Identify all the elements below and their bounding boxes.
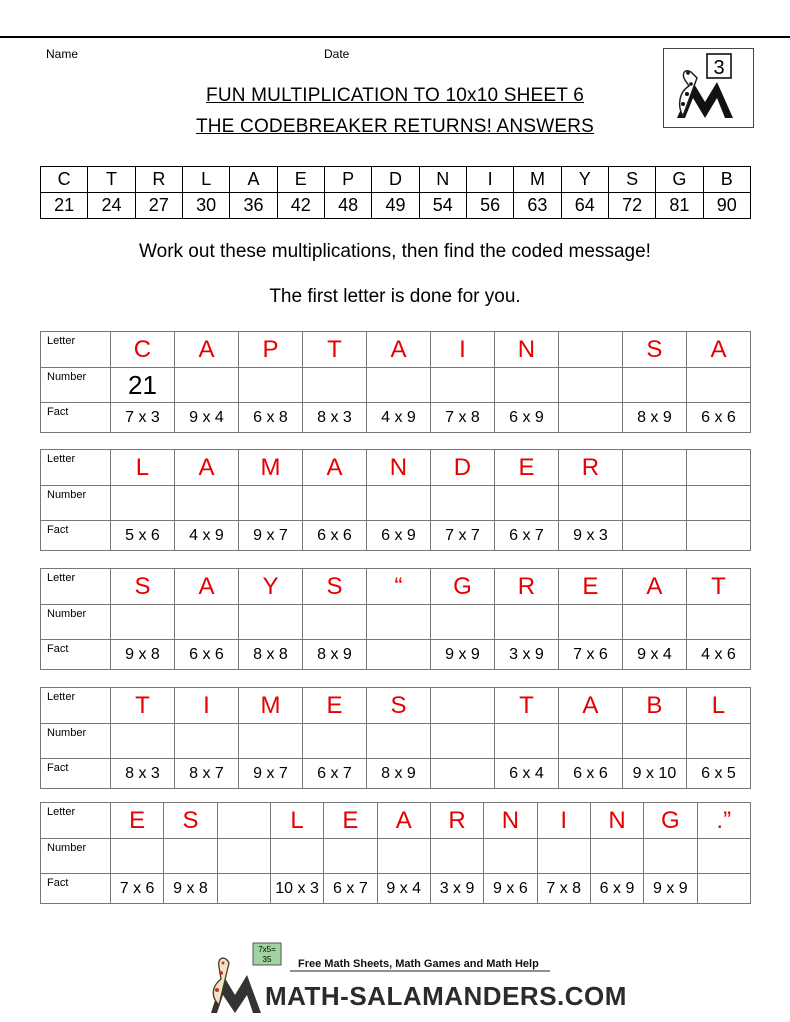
letter-row <box>41 332 751 368</box>
answer-letter-cell: A <box>174 332 238 368</box>
date-label: Date <box>324 47 350 61</box>
fact-cell <box>697 874 750 904</box>
answer-letter-cell: N <box>484 803 537 839</box>
code-key-letter: G <box>656 167 703 193</box>
answer-letter-cell: A <box>302 450 366 486</box>
fact-cell: 6 x 6 <box>302 521 366 551</box>
fact-row <box>41 521 751 551</box>
fact-cell: 6 x 8 <box>238 403 302 433</box>
number-answer-cell[interactable] <box>302 368 366 403</box>
code-key-numbers-row <box>41 193 751 219</box>
letter-row <box>41 688 751 724</box>
number-answer-cell[interactable] <box>494 486 558 521</box>
number-answer-cell[interactable] <box>622 724 686 759</box>
fact-row <box>41 759 751 789</box>
code-key-letter: S <box>608 167 655 193</box>
fact-cell: 6 x 5 <box>686 759 750 789</box>
answer-letter-cell: N <box>494 332 558 368</box>
fact-cell: 8 x 9 <box>622 403 686 433</box>
fact-cell: 4 x 9 <box>174 521 238 551</box>
row-label-number: Number <box>41 724 111 759</box>
fact-cell: 6 x 4 <box>494 759 558 789</box>
fact-cell <box>686 521 750 551</box>
number-answer-cell[interactable] <box>686 486 750 521</box>
code-key-letter: N <box>419 167 466 193</box>
number-answer-cell[interactable] <box>430 486 494 521</box>
fact-cell <box>622 521 686 551</box>
answer-letter-cell: E <box>558 569 622 605</box>
number-answer-cell[interactable] <box>238 368 302 403</box>
answer-letter-cell: C <box>110 332 174 368</box>
number-answer-cell[interactable] <box>430 368 494 403</box>
sign-text-2: 35 <box>262 955 272 964</box>
row-label-number: Number <box>41 605 111 640</box>
answer-letter-cell <box>622 450 686 486</box>
number-answer-cell[interactable] <box>494 724 558 759</box>
puzzle-grid <box>40 449 751 551</box>
number-answer-cell[interactable] <box>494 368 558 403</box>
row-label-letter: Letter <box>41 332 111 368</box>
number-answer-cell[interactable] <box>110 724 174 759</box>
number-answer-cell[interactable] <box>590 839 643 874</box>
answer-letter-cell: E <box>494 450 558 486</box>
puzzle-grid <box>40 802 751 904</box>
number-answer-cell[interactable] <box>270 839 323 874</box>
footer-site-name: MATH-SALAMANDERS.COM <box>265 981 627 1011</box>
number-answer-cell[interactable] <box>110 839 163 874</box>
fact-cell: 6 x 9 <box>366 521 430 551</box>
number-answer-cell[interactable] <box>238 605 302 640</box>
answer-letter-cell: I <box>174 688 238 724</box>
fact-cell: 7 x 3 <box>110 403 174 433</box>
puzzle-grid <box>40 568 751 670</box>
number-answer-cell[interactable] <box>366 486 430 521</box>
number-answer-cell[interactable] <box>377 839 430 874</box>
fact-cell <box>217 874 270 904</box>
sign-text-1: 7x5= <box>258 945 276 954</box>
fact-cell: 6 x 9 <box>494 403 558 433</box>
answer-letter-cell: G <box>430 569 494 605</box>
number-answer-cell[interactable] <box>174 605 238 640</box>
number-answer-cell[interactable] <box>366 724 430 759</box>
row-label-fact: Fact <box>41 874 111 904</box>
puzzle-grid <box>40 331 751 433</box>
number-answer-cell[interactable] <box>686 368 750 403</box>
number-row <box>41 368 751 403</box>
fact-row <box>41 640 751 670</box>
number-answer-cell[interactable] <box>622 486 686 521</box>
row-label-number: Number <box>41 839 111 874</box>
fact-cell: 8 x 3 <box>302 403 366 433</box>
code-key-number: 42 <box>277 193 324 219</box>
answer-letter-cell: I <box>430 332 494 368</box>
top-rule <box>0 36 790 38</box>
instructions-hint: The first letter is done for you. <box>269 286 521 307</box>
answer-letter-cell: T <box>494 688 558 724</box>
fact-cell <box>366 640 430 670</box>
letter-row <box>41 450 751 486</box>
fact-cell <box>558 403 622 433</box>
number-answer-cell[interactable] <box>484 839 537 874</box>
answer-letter-cell <box>558 332 622 368</box>
fact-cell: 4 x 9 <box>366 403 430 433</box>
answer-letter-cell: E <box>302 688 366 724</box>
fact-cell: 9 x 4 <box>622 640 686 670</box>
row-label-fact: Fact <box>41 521 111 551</box>
answer-letter-cell: N <box>366 450 430 486</box>
answer-letter-cell <box>686 450 750 486</box>
answer-letter-cell: L <box>686 688 750 724</box>
number-answer-cell[interactable] <box>686 724 750 759</box>
number-answer-cell[interactable]: 21 <box>110 368 174 403</box>
number-answer-cell[interactable] <box>302 486 366 521</box>
code-key-number: 49 <box>372 193 419 219</box>
number-answer-cell[interactable] <box>622 605 686 640</box>
page-title: FUN MULTIPLICATION TO 10x10 SHEET 6 <box>206 85 584 106</box>
code-key-number: 81 <box>656 193 703 219</box>
number-answer-cell[interactable] <box>558 486 622 521</box>
number-row <box>41 605 751 640</box>
fact-cell: 3 x 9 <box>430 874 483 904</box>
fact-cell: 7 x 7 <box>430 521 494 551</box>
fact-cell: 4 x 6 <box>686 640 750 670</box>
code-key-letter: R <box>135 167 182 193</box>
number-answer-cell[interactable] <box>366 605 430 640</box>
number-answer-cell[interactable] <box>558 724 622 759</box>
fact-cell: 9 x 6 <box>484 874 537 904</box>
answer-letter-cell: R <box>494 569 558 605</box>
answer-letter-cell: S <box>110 569 174 605</box>
number-answer-cell[interactable] <box>430 605 494 640</box>
level-badge: 3 <box>713 57 725 79</box>
answer-letter-cell: N <box>590 803 643 839</box>
answer-letter-cell: G <box>644 803 697 839</box>
row-label-fact: Fact <box>41 640 111 670</box>
answer-letter-cell: E <box>324 803 377 839</box>
number-answer-cell[interactable] <box>644 839 697 874</box>
puzzle-grid <box>40 687 751 789</box>
fact-cell: 7 x 6 <box>558 640 622 670</box>
number-answer-cell[interactable] <box>302 724 366 759</box>
number-answer-cell[interactable] <box>238 486 302 521</box>
fact-cell: 9 x 9 <box>430 640 494 670</box>
answer-letter-cell: L <box>270 803 323 839</box>
fact-cell: 8 x 7 <box>174 759 238 789</box>
number-answer-cell[interactable] <box>558 605 622 640</box>
number-answer-cell[interactable] <box>174 368 238 403</box>
code-key-letter: A <box>230 167 277 193</box>
letter-row <box>41 803 751 839</box>
answer-letter-cell: R <box>558 450 622 486</box>
answer-letter-cell: “ <box>366 569 430 605</box>
answer-letter-cell: A <box>174 569 238 605</box>
answer-letter-cell <box>430 688 494 724</box>
code-key-number: 72 <box>608 193 655 219</box>
row-label-number: Number <box>41 368 111 403</box>
number-answer-cell[interactable] <box>622 368 686 403</box>
answer-letter-cell: S <box>622 332 686 368</box>
number-answer-cell[interactable] <box>324 839 377 874</box>
code-key-letter: B <box>703 167 750 193</box>
answer-letter-cell: L <box>110 450 174 486</box>
fact-cell: 10 x 3 <box>270 874 323 904</box>
row-label-letter: Letter <box>41 569 111 605</box>
answer-letter-cell: Y <box>238 569 302 605</box>
fact-cell: 8 x 3 <box>110 759 174 789</box>
code-key-number: 30 <box>182 193 229 219</box>
number-answer-cell[interactable] <box>110 486 174 521</box>
code-key-letter: D <box>372 167 419 193</box>
fact-cell <box>430 759 494 789</box>
code-key-letter: E <box>277 167 324 193</box>
answer-letter-cell: S <box>164 803 217 839</box>
number-answer-cell[interactable] <box>164 839 217 874</box>
code-key-letter: T <box>88 167 135 193</box>
answer-letter-cell: M <box>238 450 302 486</box>
answer-letter-cell: T <box>686 569 750 605</box>
code-key-number: 56 <box>466 193 513 219</box>
fact-cell: 9 x 10 <box>622 759 686 789</box>
fact-cell: 9 x 8 <box>110 640 174 670</box>
number-row <box>41 486 751 521</box>
fact-cell: 9 x 4 <box>174 403 238 433</box>
answer-letter-cell: A <box>622 569 686 605</box>
salamander-logo-icon <box>663 48 754 128</box>
fact-cell: 9 x 7 <box>238 759 302 789</box>
fact-cell: 6 x 6 <box>558 759 622 789</box>
answer-letter-cell: B <box>622 688 686 724</box>
answer-letter-cell: I <box>537 803 590 839</box>
code-key-number: 48 <box>324 193 371 219</box>
answer-letter-cell: D <box>430 450 494 486</box>
fact-row <box>41 403 751 433</box>
number-answer-cell[interactable] <box>494 605 558 640</box>
number-answer-cell[interactable] <box>302 605 366 640</box>
code-key-letters-row <box>41 167 751 193</box>
fact-cell: 8 x 9 <box>302 640 366 670</box>
fact-cell: 6 x 7 <box>324 874 377 904</box>
code-key-number: 27 <box>135 193 182 219</box>
answer-letter-cell: S <box>366 688 430 724</box>
code-key-letter: C <box>41 167 88 193</box>
code-key-letter: P <box>324 167 371 193</box>
fact-cell: 6 x 6 <box>174 640 238 670</box>
row-label-letter: Letter <box>41 450 111 486</box>
number-answer-cell[interactable] <box>174 486 238 521</box>
answer-letter-cell: .” <box>697 803 750 839</box>
fact-cell: 8 x 9 <box>366 759 430 789</box>
fact-cell: 6 x 7 <box>302 759 366 789</box>
code-key-number: 64 <box>561 193 608 219</box>
answer-letter-cell: T <box>302 332 366 368</box>
fact-row <box>41 874 751 904</box>
row-label-number: Number <box>41 486 111 521</box>
answer-letter-cell: A <box>558 688 622 724</box>
number-row <box>41 724 751 759</box>
code-key-table <box>40 166 751 219</box>
fact-cell: 9 x 4 <box>377 874 430 904</box>
number-answer-cell[interactable] <box>174 724 238 759</box>
fact-cell: 5 x 6 <box>110 521 174 551</box>
math-salamanders-logo <box>205 935 627 1015</box>
code-key-letter: M <box>514 167 561 193</box>
row-label-letter: Letter <box>41 803 111 839</box>
answer-letter-cell: A <box>377 803 430 839</box>
answer-letter-cell: S <box>302 569 366 605</box>
fact-cell: 9 x 9 <box>644 874 697 904</box>
code-key-letter: L <box>182 167 229 193</box>
instructions: Work out these multiplications, then find the coded message! <box>139 241 651 262</box>
fact-cell: 6 x 6 <box>686 403 750 433</box>
number-answer-cell[interactable] <box>697 839 750 874</box>
answer-letter-cell: A <box>686 332 750 368</box>
footer-tagline: Free Math Sheets, Math Games and Math Help <box>298 958 539 970</box>
fact-cell: 9 x 3 <box>558 521 622 551</box>
code-key-letter: I <box>466 167 513 193</box>
fact-cell: 8 x 8 <box>238 640 302 670</box>
number-row <box>41 839 751 874</box>
fact-cell: 6 x 9 <box>590 874 643 904</box>
code-key-number: 54 <box>419 193 466 219</box>
number-answer-cell[interactable] <box>537 839 590 874</box>
row-label-fact: Fact <box>41 759 111 789</box>
number-answer-cell[interactable] <box>238 724 302 759</box>
answer-letter-cell: E <box>110 803 163 839</box>
answer-letter-cell: R <box>430 803 483 839</box>
row-label-fact: Fact <box>41 403 111 433</box>
fact-cell: 7 x 8 <box>430 403 494 433</box>
number-answer-cell[interactable] <box>686 605 750 640</box>
number-answer-cell[interactable] <box>430 839 483 874</box>
code-key-number: 24 <box>88 193 135 219</box>
number-answer-cell[interactable] <box>558 368 622 403</box>
fact-cell: 9 x 7 <box>238 521 302 551</box>
fact-cell: 7 x 8 <box>537 874 590 904</box>
number-answer-cell[interactable] <box>430 724 494 759</box>
fact-cell: 7 x 6 <box>110 874 163 904</box>
answer-letter-cell: M <box>238 688 302 724</box>
answer-letter-cell: A <box>366 332 430 368</box>
code-key-number: 90 <box>703 193 750 219</box>
code-key-letter: Y <box>561 167 608 193</box>
code-key-number: 36 <box>230 193 277 219</box>
number-answer-cell[interactable] <box>110 605 174 640</box>
answer-letter-cell: A <box>174 450 238 486</box>
number-answer-cell[interactable] <box>366 368 430 403</box>
number-answer-cell[interactable] <box>217 839 270 874</box>
fact-cell: 6 x 7 <box>494 521 558 551</box>
answer-letter-cell: P <box>238 332 302 368</box>
answer-letter-cell: T <box>110 688 174 724</box>
name-label: Name <box>46 47 79 61</box>
code-key-number: 63 <box>514 193 561 219</box>
page-subtitle: THE CODEBREAKER RETURNS! ANSWERS <box>195 116 595 137</box>
row-label-letter: Letter <box>41 688 111 724</box>
fact-cell: 9 x 8 <box>164 874 217 904</box>
letter-row <box>41 569 751 605</box>
fact-cell: 3 x 9 <box>494 640 558 670</box>
answer-letter-cell <box>217 803 270 839</box>
code-key-number: 21 <box>41 193 88 219</box>
